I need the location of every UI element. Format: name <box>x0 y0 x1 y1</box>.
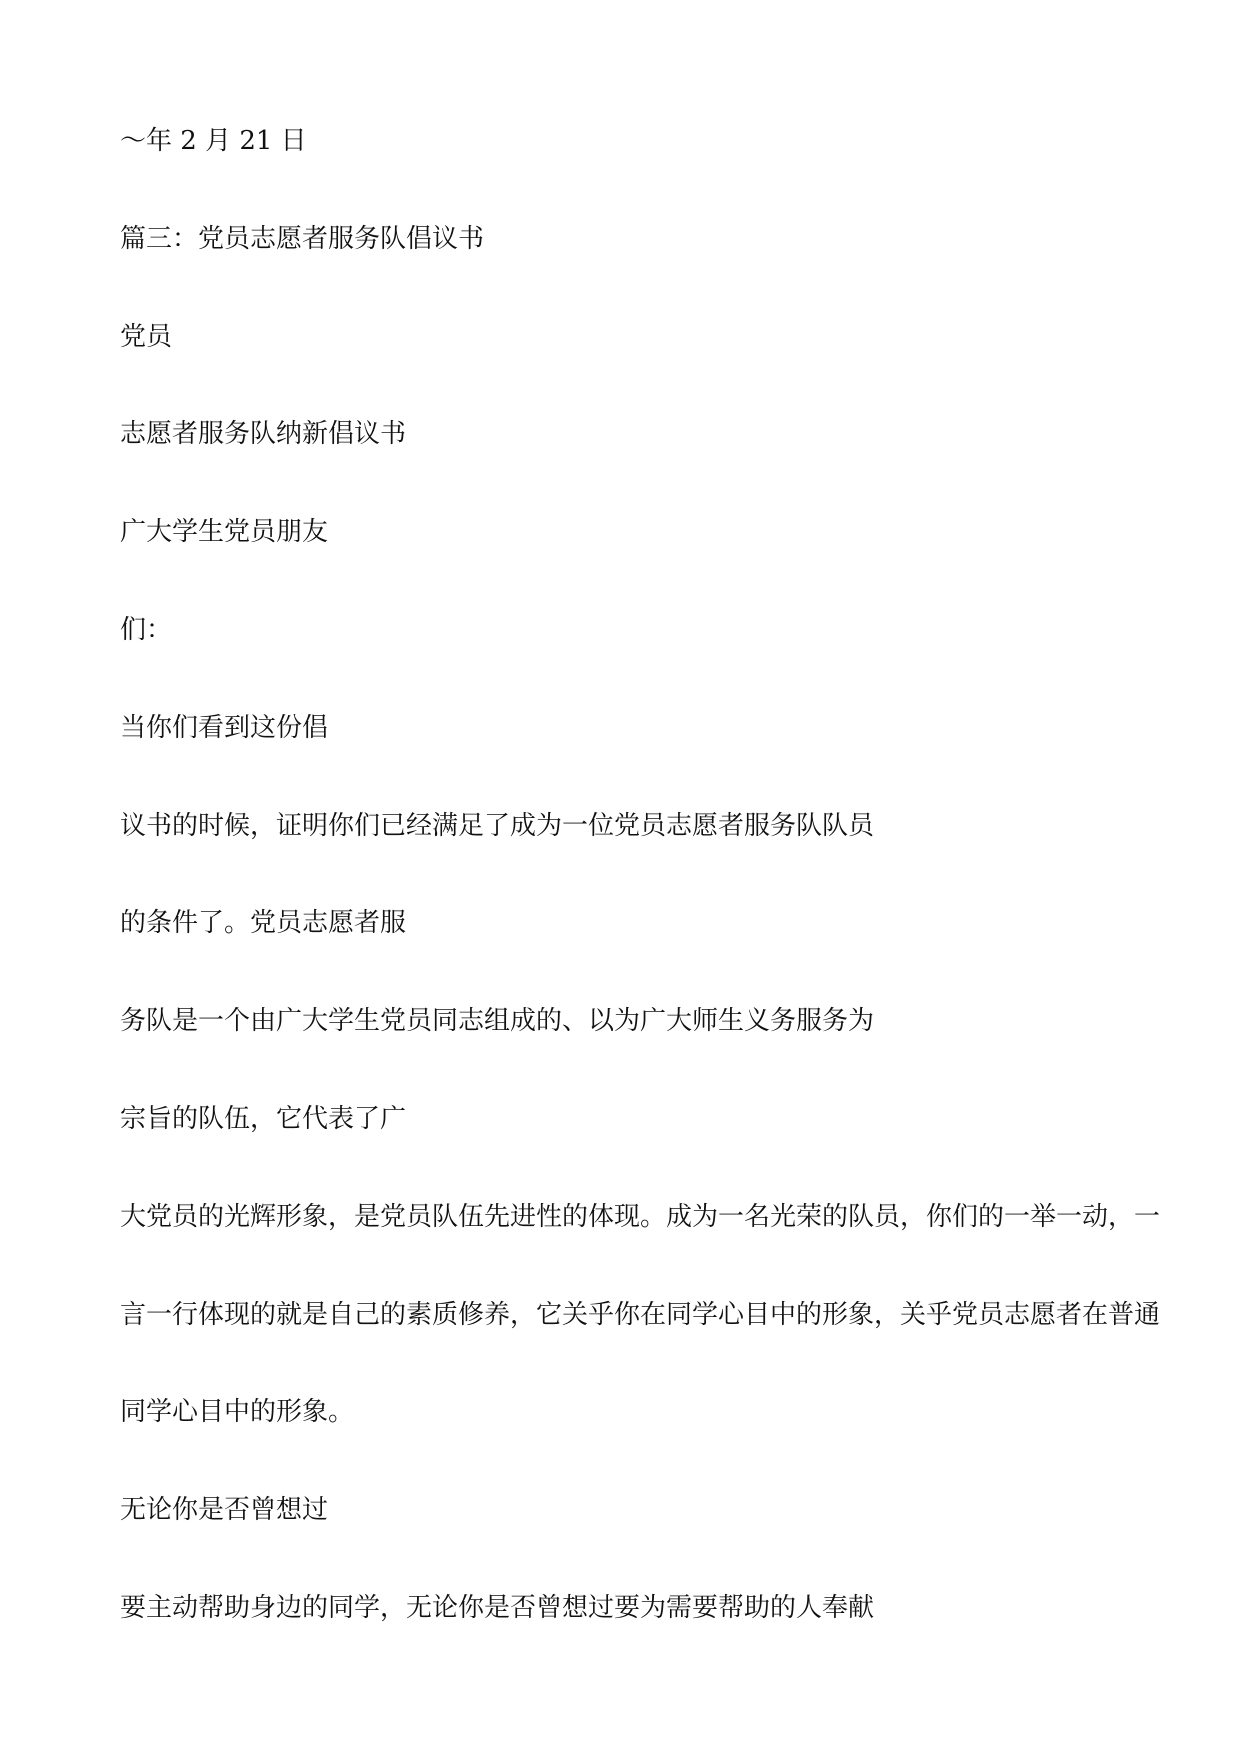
text-line: 志愿者服务队纳新倡议书 <box>120 419 407 450</box>
section-title: 篇三：党员志愿者服务队倡议书 <box>120 223 485 254</box>
text-line: 的条件了。党员志愿者服 <box>120 908 407 939</box>
text-line: 党员 <box>120 321 173 352</box>
text-line: 言一行体现的就是自己的素质修养，它关乎你在同学心目中的形象，关乎党员志愿者在普通 <box>120 1299 1161 1330</box>
text-line: 当你们看到这份倡 <box>120 712 329 743</box>
text-line: 议书的时候，证明你们已经满足了成为一位党员志愿者服务队队员 <box>120 810 875 841</box>
text-line: 同学心目中的形象。 <box>120 1397 355 1428</box>
document-body <box>120 126 1161 1691</box>
text-line: 们： <box>120 614 173 645</box>
text-line: 广大学生党员朋友 <box>120 517 329 548</box>
text-line: 无论你是否曾想过 <box>120 1495 329 1526</box>
text-line: 务队是一个由广大学生党员同志组成的、以为广大师生义务服务为 <box>120 1006 875 1037</box>
text-line: 要主动帮助身边的同学，无论你是否曾想过要为需要帮助的人奉献 <box>120 1592 875 1623</box>
date-line: ～年 2 月 21 日 <box>120 126 307 156</box>
text-line: 大党员的光辉形象，是党员队伍先进性的体现。成为一名光荣的队员，你们的一举一动，一 <box>120 1201 1161 1232</box>
text-line: 宗旨的队伍，它代表了广 <box>120 1103 407 1134</box>
